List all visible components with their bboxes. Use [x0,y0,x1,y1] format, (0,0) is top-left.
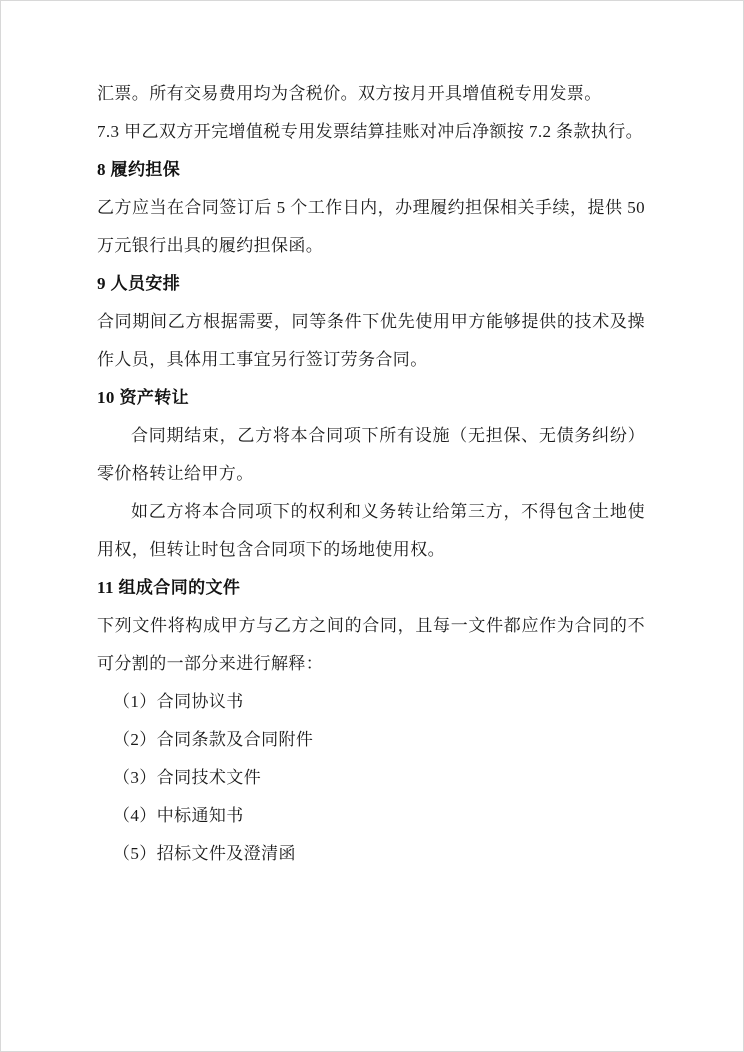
heading-9-personnel-arrangement: 9 人员安排 [97,274,181,293]
heading-10-asset-transfer: 10 资产转让 [97,388,190,407]
para-asset-transfer-1: 合同期结束，乙方将本合同项下所有设施（无担保、无债务纠纷）零价格转让给甲方。 [97,426,645,483]
list-item-1: （1）合同协议书 [113,692,244,711]
para-clause-7-3: 7.3 甲乙双方开完增值税专用发票结算挂账对冲后净额按 7.2 条款执行。 [97,122,644,141]
heading-11-contract-documents: 11 组成合同的文件 [97,578,241,597]
para-contract-documents-body: 下列文件将构成甲方与乙方之间的合同，且每一文件都应作为合同的不可分割的一部分来进行解释： [97,616,645,673]
list-item-2: （2）合同条款及合同附件 [113,730,314,749]
document-body [97,75,645,873]
para-asset-transfer-2: 如乙方将本合同项下的权利和义务转让给第三方，不得包含土地使用权，但转让时包含合同项下的场地使用权。 [97,502,645,559]
heading-8-performance-guarantee: 8 履约担保 [97,160,181,179]
list-item-3: （3）合同技术文件 [113,768,262,787]
list-item-5: （5）招标文件及澄清函 [113,844,296,863]
para-performance-guarantee-body: 乙方应当在合同签订后 5 个工作日内，办理履约担保相关手续，提供 50 万元银行出具的履约担保函。 [97,198,645,255]
para-invoice-tail: 汇票。所有交易费用均为含税价。双方按月开具增值税专用发票。 [97,84,602,103]
list-item-4: （4）中标通知书 [113,806,244,825]
para-personnel-arrangement-body: 合同期间乙方根据需要，同等条件下优先使用甲方能够提供的技术及操作人员，具体用工事宜另行签订劳务合同。 [97,312,645,369]
